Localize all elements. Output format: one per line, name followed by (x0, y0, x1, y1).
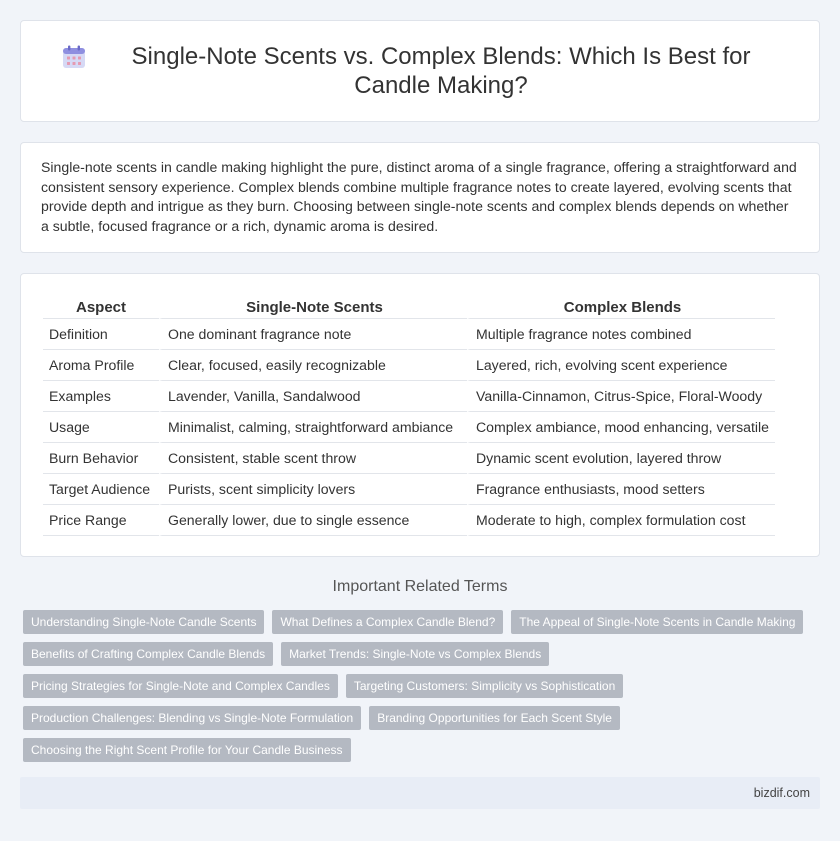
table-cell-aspect: Price Range (43, 505, 159, 536)
table-cell-complex-blends: Complex ambiance, mood enhancing, versatile (467, 412, 775, 443)
table-cell-single-note: Consistent, stable scent throw (159, 443, 467, 474)
intro-paragraph: Single-note scents in candle making highlight the pure, distinct aroma of a single fragrance, offering a straightforward and consistent sensory experience. Complex blends combine multiple fragrance notes to create layered, evolving scents that provide depth and intrigue as they burn. Choosing between single-note scents and complex blends depends on whether a subtle, focused fragrance or a rich, dynamic aroma is desired. (41, 159, 797, 234)
table-cell-single-note: Clear, focused, easily recognizable (159, 350, 467, 381)
related-term-tag[interactable]: The Appeal of Single-Note Scents in Candle Making (511, 610, 803, 634)
table-cell-single-note: Purists, scent simplicity lovers (159, 474, 467, 505)
related-terms-list (23, 610, 813, 762)
related-term-tag[interactable]: Market Trends: Single-Note vs Complex Blends (281, 642, 549, 666)
related-term-tag[interactable]: What Defines a Complex Candle Blend? (272, 610, 503, 634)
table-cell-complex-blends: Layered, rich, evolving scent experience (467, 350, 775, 381)
table-cell-aspect: Aroma Profile (43, 350, 159, 381)
column-header-single-note: Single-Note Scents (159, 294, 467, 319)
footer-site-link[interactable]: bizdif.com (753, 786, 810, 800)
table-row (43, 443, 775, 474)
table-cell-aspect: Target Audience (43, 474, 159, 505)
table-cell-complex-blends: Fragrance enthusiasts, mood setters (467, 474, 775, 505)
table-row (43, 381, 775, 412)
table-cell-aspect: Examples (43, 381, 159, 412)
table-row (43, 412, 775, 443)
table-row (43, 505, 775, 536)
related-term-tag[interactable]: Branding Opportunities for Each Scent Style (369, 706, 620, 730)
related-term-tag[interactable]: Targeting Customers: Simplicity vs Sophistication (346, 674, 623, 698)
related-term-tag[interactable]: Choosing the Right Scent Profile for Your Candle Business (23, 738, 351, 762)
table-cell-aspect: Definition (43, 319, 159, 350)
table-row (43, 319, 775, 350)
related-term-tag[interactable]: Benefits of Crafting Complex Candle Blends (23, 642, 273, 666)
table-cell-complex-blends: Dynamic scent evolution, layered throw (467, 443, 775, 474)
table-cell-aspect: Burn Behavior (43, 443, 159, 474)
table-cell-single-note: Lavender, Vanilla, Sandalwood (159, 381, 467, 412)
table-cell-single-note: One dominant fragrance note (159, 319, 467, 350)
intro-card (20, 142, 820, 253)
table-cell-single-note: Minimalist, calming, straightforward ambiance (159, 412, 467, 443)
related-term-tag[interactable]: Pricing Strategies for Single-Note and Complex Candles (23, 674, 338, 698)
related-terms-heading: Important Related Terms (332, 578, 508, 595)
header-card (20, 20, 820, 122)
comparison-card (20, 273, 820, 557)
table-cell-aspect: Usage (43, 412, 159, 443)
related-term-tag[interactable]: Understanding Single-Note Candle Scents (23, 610, 264, 634)
table-cell-complex-blends: Moderate to high, complex formulation cost (467, 505, 775, 536)
column-header-aspect: Aspect (43, 294, 159, 319)
page-title: Single-Note Scents vs. Complex Blends: Which Is Best for Candle Making? (131, 43, 751, 99)
comparison-table (43, 294, 775, 536)
column-header-complex-blends: Complex Blends (467, 294, 775, 319)
footer-bar (20, 777, 820, 809)
table-header-row (43, 294, 775, 319)
table-cell-complex-blends: Multiple fragrance notes combined (467, 319, 775, 350)
related-term-tag[interactable]: Production Challenges: Blending vs Single-Note Formulation (23, 706, 361, 730)
calendar-icon (61, 44, 87, 70)
table-row (43, 350, 775, 381)
table-cell-single-note: Generally lower, due to single essence (159, 505, 467, 536)
table-cell-complex-blends: Vanilla-Cinnamon, Citrus-Spice, Floral-Woody (467, 381, 775, 412)
table-row (43, 474, 775, 505)
